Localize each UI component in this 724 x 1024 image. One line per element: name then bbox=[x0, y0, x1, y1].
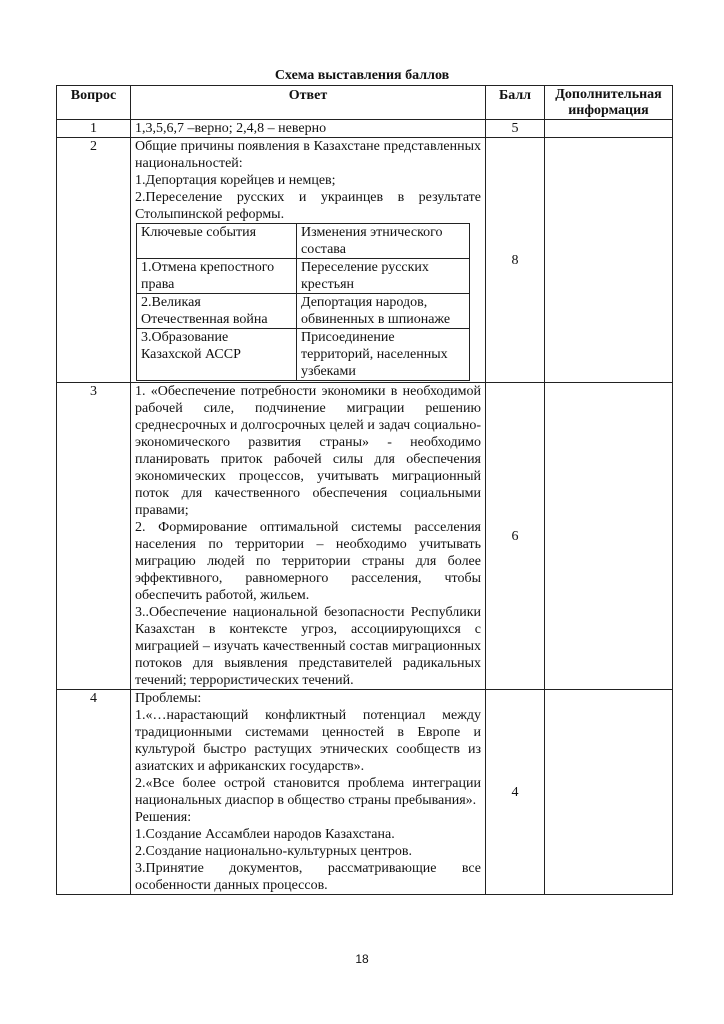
answer-item: 1.Депортация корейцев и немцев; bbox=[135, 173, 336, 188]
answer-cell bbox=[131, 690, 486, 895]
problem-item: 1.«…нарастающий конфликтный потенциал между традиционными системами ценностей в Европе и культурой быстро растущих этнических сообществ из азиатских и африканских государств». bbox=[135, 708, 481, 774]
events-header-cell: Ключевые события bbox=[137, 224, 297, 259]
solution-item: 2.Создание национально-культурных центров. bbox=[135, 844, 412, 859]
header-question: Вопрос bbox=[57, 86, 131, 120]
score-cell: 8 bbox=[486, 138, 545, 383]
question-number: 3 bbox=[57, 383, 131, 690]
extra-cell bbox=[545, 383, 673, 690]
events-header-cell: Изменения этнического состава bbox=[297, 224, 470, 259]
score-cell: 6 bbox=[486, 383, 545, 690]
extra-cell bbox=[545, 138, 673, 383]
header-row bbox=[57, 86, 673, 120]
table-row bbox=[57, 120, 673, 138]
problem-item: 2.«Все более острой становится проблема интеграции национальных диаспор в общество страны пребывания». bbox=[135, 776, 481, 808]
events-header-row bbox=[137, 224, 470, 259]
answer-cell: 1,3,5,6,7 –верно; 2,4,8 – неверно bbox=[131, 120, 486, 138]
events-row bbox=[137, 259, 470, 294]
answer-item: 2.Переселение русских и украинцев в результате Столыпинской реформы. bbox=[135, 190, 481, 222]
table-row bbox=[57, 383, 673, 690]
answer-paragraph: 1. «Обеспечение потребности экономики в необходимой рабочей силе, подчинение миграции решению среднесрочных и долгосрочных целей и задач социально-экономического развития страны» - необходимо планировать приток рабочей силы для обеспечения экономических процессов, учитывать миграционный поток для качественного обеспечения социальными правами; bbox=[135, 384, 481, 518]
answer-paragraph: 3..Обеспечение национальной безопасности Республики Казахстан в контексте угроз, ассоциирующихся с миграцией – изучать качественный состав миграционных потоков для выявления представителей радикальных течений; террористических течений. bbox=[135, 605, 481, 688]
answer-cell bbox=[131, 383, 486, 690]
answer-cell bbox=[131, 138, 486, 383]
change-cell: Депортация народов, обвиненных в шпионаже bbox=[297, 294, 470, 329]
table-row bbox=[57, 690, 673, 895]
document-title: Схема выставления баллов bbox=[274, 68, 450, 83]
question-number: 1 bbox=[57, 120, 131, 138]
events-table bbox=[136, 223, 470, 381]
event-cell: 3.Образование Казахской АССР bbox=[137, 329, 297, 381]
scoring-table bbox=[56, 85, 673, 895]
event-cell: 1.Отмена крепостного права bbox=[137, 259, 297, 294]
question-number: 2 bbox=[57, 138, 131, 383]
problems-label: Проблемы: bbox=[135, 691, 202, 706]
table-row bbox=[57, 138, 673, 383]
change-cell: Переселение русских крестьян bbox=[297, 259, 470, 294]
header-answer: Ответ bbox=[131, 86, 486, 120]
question-number: 4 bbox=[57, 690, 131, 895]
solutions-label: Решения: bbox=[135, 810, 192, 825]
answer-intro: Общие причины появления в Казахстане представленных национальностей: bbox=[135, 139, 481, 171]
solution-item: 1.Создание Ассамблеи народов Казахстана. bbox=[135, 827, 395, 842]
score-cell: 4 bbox=[486, 690, 545, 895]
header-score: Балл bbox=[486, 86, 545, 120]
events-row bbox=[137, 294, 470, 329]
answer-paragraph: 2. Формирование оптимальной системы расселения населения по территории – необходимо учитывать миграцию людей по территории страны для более эффективного, равномерного расселения, чтобы обеспечить работой, жильем. bbox=[135, 520, 481, 603]
extra-cell bbox=[545, 690, 673, 895]
events-row bbox=[137, 329, 470, 381]
header-extra: Дополнительная информация bbox=[545, 86, 673, 120]
extra-cell bbox=[545, 120, 673, 138]
change-cell: Присоединение территорий, населенных узбеками bbox=[297, 329, 470, 381]
solution-item: 3.Принятие документов, рассматривающие все особенности данных процессов. bbox=[135, 861, 481, 893]
event-cell: 2.Великая Отечественная война bbox=[137, 294, 297, 329]
score-cell: 5 bbox=[486, 120, 545, 138]
page-number: 18 bbox=[355, 952, 369, 966]
